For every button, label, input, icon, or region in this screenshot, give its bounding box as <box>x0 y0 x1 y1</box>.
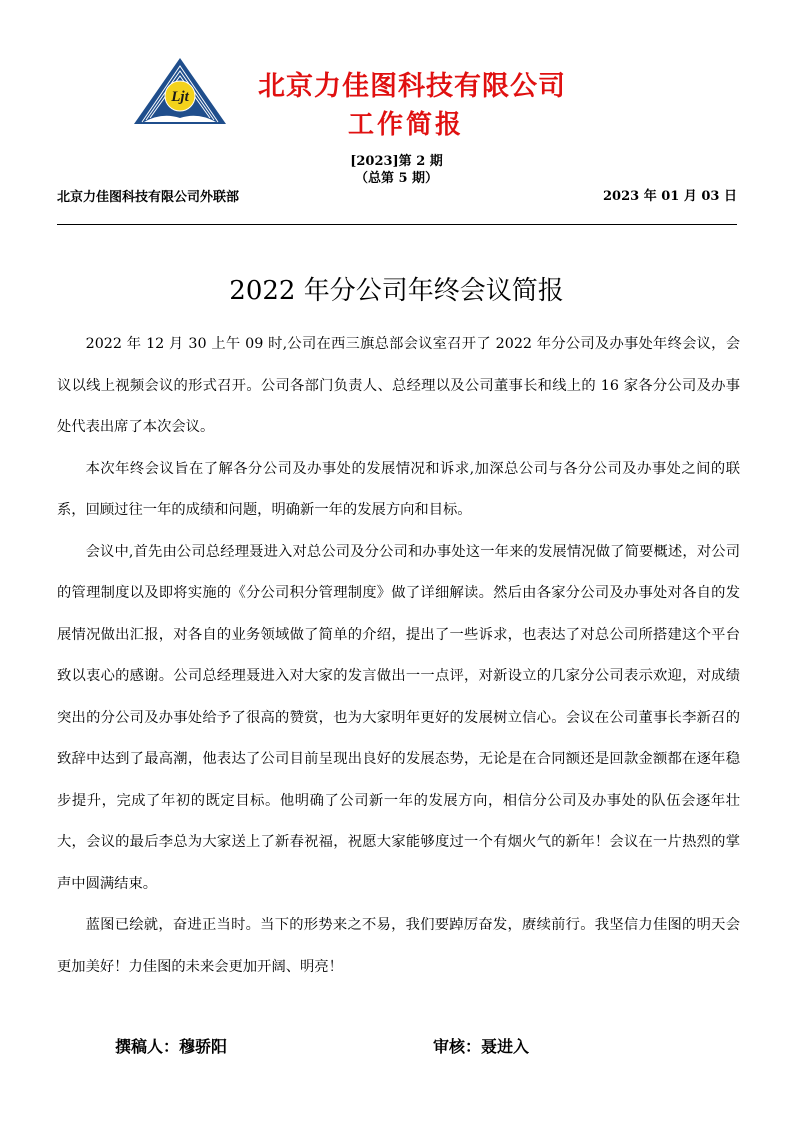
reviewer-label: 审核： <box>433 1037 482 1056</box>
publish-date: 2023 年 01 月 03 日 <box>603 189 737 204</box>
bulletin-name-heading: 工作简报 <box>348 110 465 140</box>
reviewer-name: 聂进入 <box>481 1037 530 1056</box>
body-paragraph: 本次年终会议旨在了解各分公司及办事处的发展情况和诉求,加深总公司与各分公司及办事处之间的联系，回顾过往一年的成绩和问题，明确新一年的发展方向和目标。 <box>57 460 740 518</box>
document-title: 2022 年分公司年终会议简报 <box>229 276 564 306</box>
department-label: 北京力佳图科技有限公司外联部 <box>57 190 240 205</box>
issue-number: [2023]第 2 期 <box>350 154 443 169</box>
company-logo <box>132 56 228 126</box>
body-paragraph: 2022 年 12 月 30 上午 09 时,公司在西三旗总部会议室召开了 2022 年分公司及办事处年终会议，会议以线上视频会议的形式召开。公司各部门负责人、总经理以及公司董事长和线上的 16 家各分公司及办事处代表出席了本次会议。 <box>57 336 740 435</box>
logo-monogram: Ljt <box>171 89 189 105</box>
company-name-heading: 北京力佳图科技有限公司 <box>258 71 566 102</box>
author-label: 撰稿人： <box>115 1037 180 1056</box>
body-paragraph: 会议中,首先由公司总经理聂进入对总公司及分公司和办事处这一年来的发展情况做了简要概述，对公司的管理制度以及即将实施的《分公司积分管理制度》做了详细解读。然后由各家分公司及办事处对各自的发展情况做出汇报，对各自的业务领域做了简单的介绍，提出了一些诉求，也表达了对总公司所搭建这个平台致以衷心的感谢。公司总经理聂进入对大家的发言做出一一点评，对新设立的几家分公司表示欢迎，对成绩突出的分公司及办事处给予了很高的赞赏，也为大家明年更好的发展树立信心。会议在公司董事长李新召的致辞中达到了最高潮，他表达了公司目前呈现出良好的发展态势，无论是在合同额还是回款金额都在逐年稳步提升，完成了年初的既定目标。他明确了公司新一年的发展方向，相信分公司及办事处的队伍会逐年壮大，会议的最后李总为大家送上了新春祝福，祝愿大家能够度过一个有烟火气的新年！会议在一片热烈的掌声中圆满结束。 <box>57 543 740 892</box>
document-body <box>57 324 740 988</box>
total-issue-number: （总第 5 期） <box>354 171 439 186</box>
company-logo-triangle-icon <box>132 56 228 126</box>
header-divider <box>57 224 737 225</box>
body-paragraph: 蓝图已绘就，奋进正当时。当下的形势来之不易，我们要踔厉奋发，赓续前行。我坚信力佳图的明天会更加美好！力佳图的未来会更加开阔、明亮！ <box>57 917 740 975</box>
reviewer-signature <box>433 1034 529 1057</box>
author-signature <box>115 1034 227 1057</box>
author-name: 穆骄阳 <box>179 1037 228 1056</box>
